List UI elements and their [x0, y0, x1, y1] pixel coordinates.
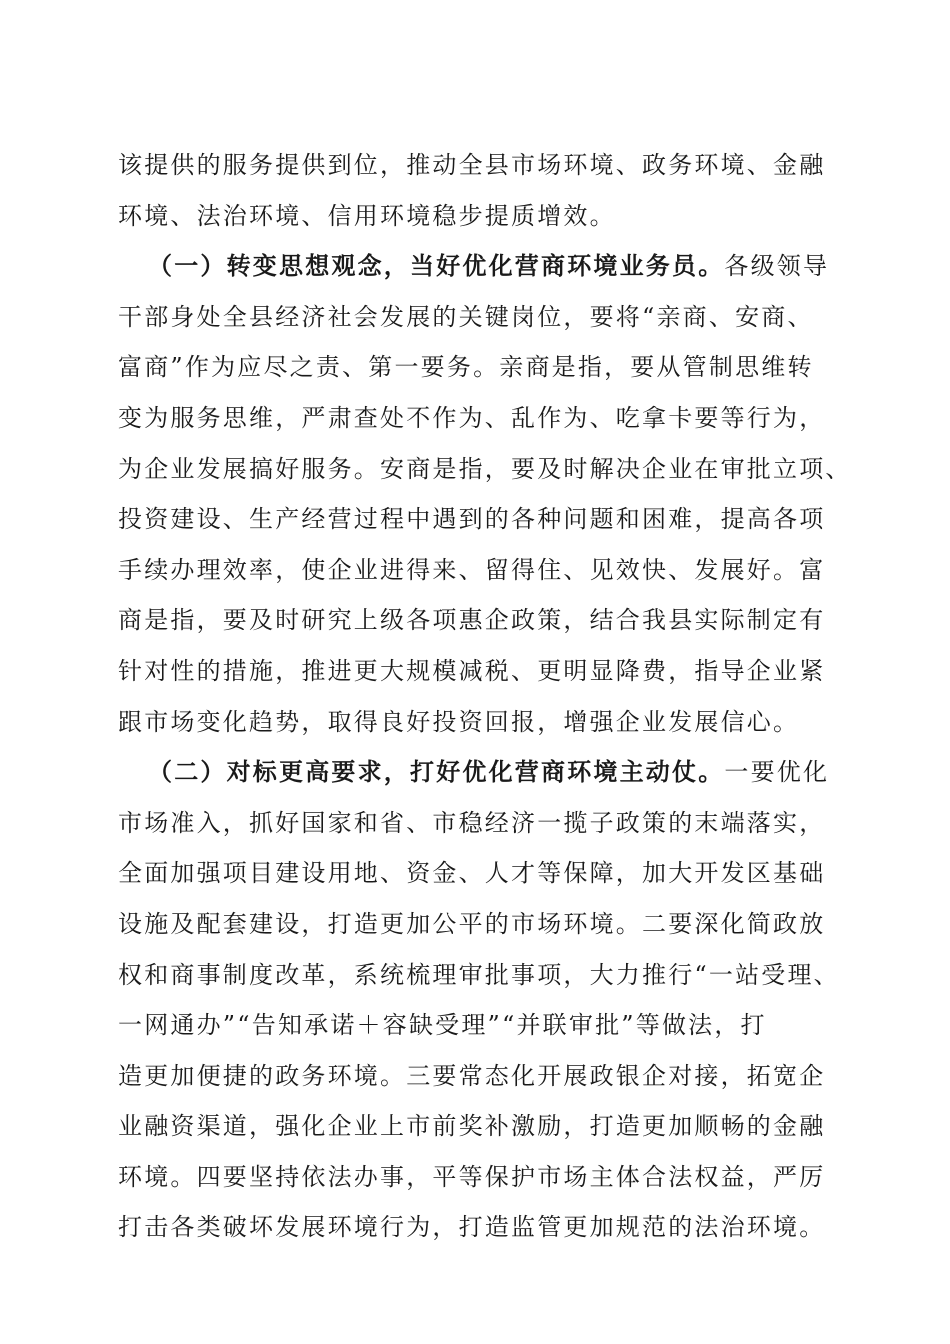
section-text-start: 各级领导 — [724, 252, 830, 281]
text-line: 市场准入，抓好国家和省、市稳经济一揽子政策的末端落实， — [118, 808, 826, 837]
section-heading-two: （二）对标更高要求，打好优化营商环境主动仗。 — [148, 757, 725, 787]
text-line: 针对性的措施，推进更大规模减税、更明显降费，指导企业紧 — [118, 656, 826, 685]
text-line: 商是指，要及时研究上级各项惠企政策，结合我县实际制定有 — [118, 606, 826, 635]
text-line: 为企业发展搞好服务。安商是指，要及时解决企业在审批立项、 — [118, 454, 852, 483]
section-first-line — [118, 747, 830, 798]
text-line: 设施及配套建设，打造更加公平的市场环境。二要深化简政放 — [118, 909, 826, 938]
text-line: 业融资渠道，强化企业上市前奖补激励，打造更加顺畅的金融 — [118, 1112, 826, 1141]
section-first-line — [118, 241, 830, 292]
text-line: 跟市场变化趋势，取得良好投资回报，增强企业发展信心。 — [118, 707, 800, 736]
text-line: 打击各类破坏发展环境行为，打造监管更加规范的法治环境。 — [118, 1213, 826, 1242]
section-text-start: 一要优化 — [724, 758, 830, 787]
text-line: 手续办理效率，使企业进得来、留得住、见效快、发展好。富 — [118, 555, 826, 584]
text-line: 富商”作为应尽之责、第一要务。亲商是指，要从管制思维转 — [118, 353, 814, 382]
text-line: 环境、法治环境、信用环境稳步提质增效。 — [118, 201, 616, 230]
text-line: 变为服务思维，严肃查处不作为、乱作为、吃拿卡要等行为， — [118, 403, 826, 432]
paragraph-continuation — [118, 140, 830, 241]
text-line: 造更加便捷的政务环境。三要常态化开展政银企对接，拓宽企 — [118, 1061, 826, 1090]
text-line: 干部身处全县经济社会发展的关键岗位，要将“亲商、安商、 — [118, 302, 814, 331]
text-line: 权和商事制度改革，系统梳理审批事项，大力推行“一站受理、 — [118, 960, 840, 989]
text-line: 全面加强项目建设用地、资金、人才等保障，加大开发区基础 — [118, 859, 826, 888]
text-line: 投资建设、生产经营过程中遇到的各种问题和困难，提高各项 — [118, 505, 826, 534]
paragraph-section-two — [118, 747, 840, 1253]
paragraph-section-one — [118, 241, 852, 747]
text-line: 该提供的服务提供到位，推动全县市场环境、政务环境、金融 — [118, 151, 826, 179]
section-heading-one: （一）转变思想观念，当好优化营商环境业务员。 — [148, 251, 725, 281]
text-line: 一网通办”“告知承诺＋容缺受理”“并联审批”等做法，打 — [118, 1011, 767, 1040]
text-line: 环境。四要坚持依法办事，平等保护市场主体合法权益，严厉 — [118, 1162, 826, 1191]
document-body — [118, 140, 852, 1253]
